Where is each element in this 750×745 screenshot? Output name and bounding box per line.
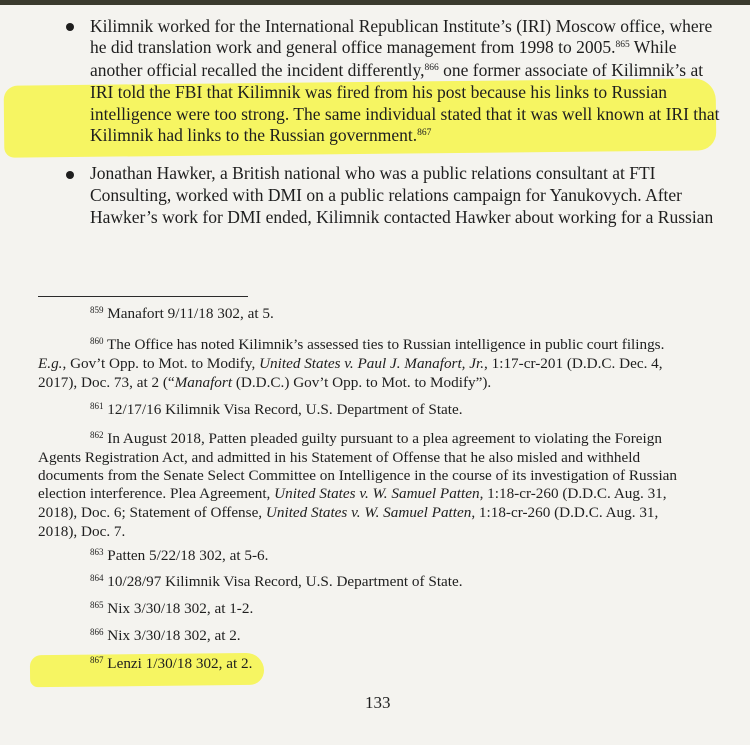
body-line: intelligence were too strong. The same individual stated that it was well known at IRI that [90, 104, 720, 124]
footnote-862: $^{862}$ In August 2018, Patten pleaded guilty pursuant to a plea agreement to violating the Foreign [90, 430, 662, 447]
bullet-point [66, 23, 74, 31]
footnote-867: $^{867}$ Lenzi 1/30/18 302, at 2. [90, 655, 253, 672]
footnote-859: $^{859}$ Manafort 9/11/18 302, at 5. [90, 305, 274, 322]
footnote-separator [38, 296, 248, 297]
body-line: Hawker’s work for DMI ended, Kilimnik contacted Hawker about working for a Russian [90, 207, 714, 227]
body-line: Kilimnik worked for the International Republican Institute’s (IRI) Moscow office, where [90, 16, 713, 36]
bullet-point [66, 171, 74, 179]
footnote-ref[interactable]: 867 [417, 128, 432, 138]
page-number: 133 [365, 693, 391, 712]
footnote-862-line: 2018), Doc. 7. [38, 523, 126, 540]
footnote-866: $^{866}$ Nix 3/30/18 302, at 2. [90, 627, 241, 644]
footnote-862-line: 2018), Doc. 6; Statement of Offense, United States v. W. Samuel Patten, 1:18-cr-260 (D.D.C. Aug. 31, [38, 504, 659, 521]
footnote-860-line: 2017), Doc. 73, at 2 (“Manafort (D.D.C.) Gov’t Opp. to Mot. to Modify”). [38, 374, 492, 391]
footnote-860-line: E.g., Gov’t Opp. to Mot. to Modify, United States v. Paul J. Manafort, Jr., 1:17-cr-201 (D.D.C. Dec. 4, [38, 355, 663, 372]
footnote-862-line: Agents Registration Act, and admitted in his Statement of Offense that he also misled and withheld [38, 449, 641, 466]
footnote-864: $^{864}$ 10/28/97 Kilimnik Visa Record, U.S. Department of State. [90, 573, 463, 590]
body-line: Consulting, worked with DMI on a public relations campaign for Yanukovych. After [90, 185, 682, 205]
body-line: another official recalled the incident differently,$^{866}$ one former associate of Kilimnik’s at [90, 60, 704, 80]
footnote-860: $^{860}$ The Office has noted Kilimnik’s assessed ties to Russian intelligence in public court filings. [90, 336, 665, 353]
body-line: Jonathan Hawker, a British national who was a public relations consultant at FTI [90, 163, 656, 183]
footnote-862-line: election interference. Plea Agreement, United States v. W. Samuel Patten, 1:18-cr-260 (D.D.C. Aug. 31, [38, 485, 667, 502]
footnote-862-line: documents from the Senate Select Committee on Intelligence in the course of its investigation of Russian [38, 467, 677, 484]
footnote-861: $^{861}$ 12/17/16 Kilimnik Visa Record, U.S. Department of State. [90, 401, 463, 418]
footnote-863: $^{863}$ Patten 5/22/18 302, at 5-6. [90, 547, 269, 564]
footnote-ref[interactable]: 866 [424, 63, 439, 73]
body-line: IRI told the FBI that Kilimnik was fired from his post because his links to Russian [90, 82, 667, 102]
footnote-865: $^{865}$ Nix 3/30/18 302, at 1-2. [90, 600, 254, 617]
body-line: he did translation work and general office management from 1998 to 2005.$^{865}$ While [90, 37, 677, 57]
body-line: Kilimnik had links to the Russian government.$^{867}$ [90, 125, 432, 145]
footnote-ref[interactable]: 865 [615, 40, 630, 50]
